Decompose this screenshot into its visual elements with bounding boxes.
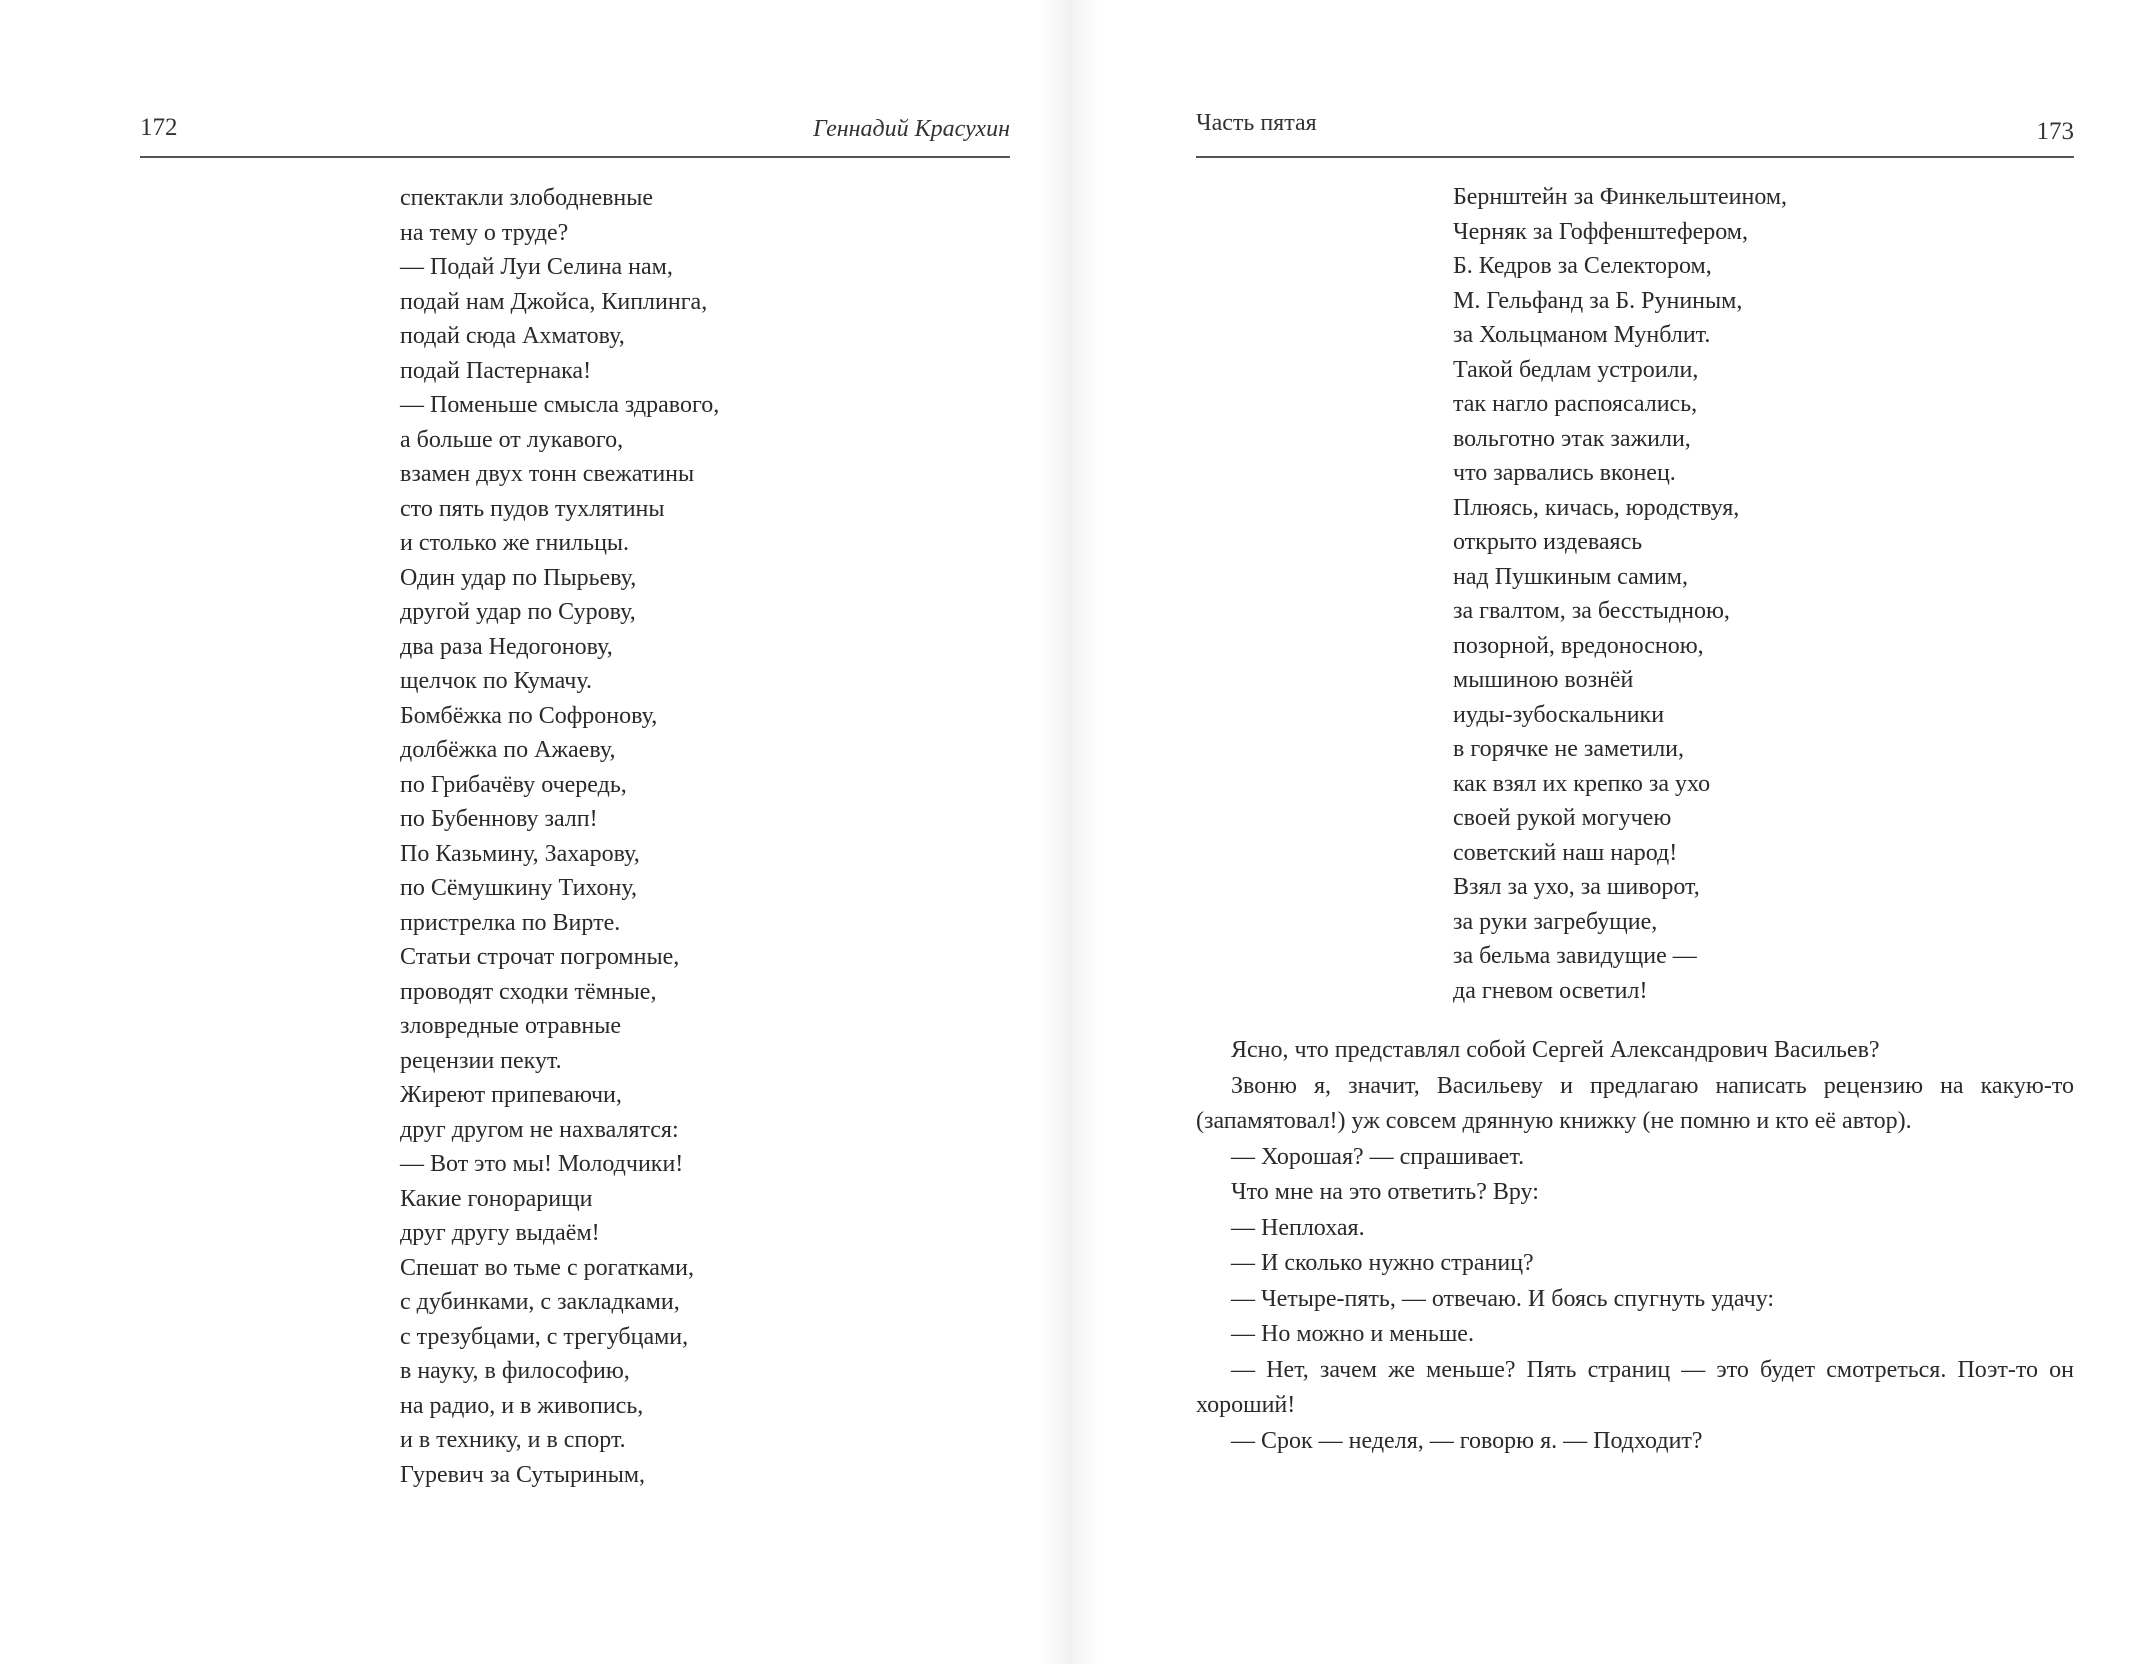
poem-line: Какие гонорарищи [400,1185,593,1212]
poem-line: — Подай Луи Селина нам, [400,254,673,280]
poem-line: По Казьмину, Захарову, [400,840,640,867]
prose-paragraph: — Хорошая? — спрашивает. [1231,1143,1525,1170]
poem-line: — Поменьше смысла здравого, [400,392,720,418]
prose-paragraph: — Но можно и меньше. [1231,1321,1474,1347]
poem-line: так нагло распоясались, [1453,391,1698,417]
poem-line: Бернштейн за Финкельштеином, [1453,184,1788,210]
poem-line: Черняк за Гоффенштефером, [1453,218,1748,245]
poem-line: а больше от лукавого, [400,426,624,453]
poem-line: Такой бедлам устроили, [1453,356,1699,383]
poem-line: Бомбёжка по Софронову, [400,702,658,729]
poem-line: подай Пастернака! [400,357,592,384]
poem-line: иуды-зубоскальники [1453,701,1665,728]
left-page-number: 172 [140,114,178,141]
prose-paragraph: Звоню я, значит, Васильеву и предлагаю написать рецензию на какую-то (запамятовал!) уж совсем дрянную книжку (не помню и кто её автор). [1196,1072,2074,1134]
poem-line: за бельма завидущие — [1453,943,1697,969]
poem-line: сто пять пудов тухлятины [400,495,665,522]
poem-line: над Пушкиным самим, [1453,563,1688,590]
poem-line: и столько же гнильцы. [400,530,630,556]
poem-line: спектакли злободневные [400,185,654,211]
poem-line: по Грибачёву очередь, [400,771,627,798]
poem-line: открыто издеваясь [1453,529,1643,555]
poem-line: своей рукой могучею [1453,805,1672,831]
poem-line: вольготно этак зажили, [1453,425,1691,452]
poem-line: Гуревич за Сутыриным, [400,1461,646,1488]
prose-paragraph: Ясно, что представлял собой Сергей Александрович Васильев? [1231,1037,1880,1063]
poem-line: щелчок по Кумачу. [400,668,592,694]
prose-paragraph: — И сколько нужно страниц? [1231,1250,1534,1276]
poem-line: другой удар по Сурову, [400,599,636,625]
poem-line: что зарвались вконец. [1453,460,1676,486]
poem-line: советский наш народ! [1453,839,1678,866]
poem-line: два раза Недогонову, [400,633,613,660]
poem-line: Один удар по Пырьеву, [400,564,637,591]
poem-line: проводят сходки тёмные, [400,978,657,1005]
right-page-header [1196,110,2074,158]
poem-line: взамен двух тонн свежатины [400,461,695,487]
prose-paragraph: — Четыре-пять, — отвечаю. И боясь спугнуть удачу: [1231,1285,1775,1312]
poem-line: долбёжка по Ажаеву, [400,737,616,763]
right-page-number: 173 [2036,118,2074,145]
left-poem [400,181,719,1492]
poem-line: зловредные отравные [400,1013,622,1039]
poem-line: рецензии пекут. [400,1047,562,1074]
poem-line: Взял за ухо, за шиворот, [1453,874,1700,900]
poem-line: М. Гельфанд за Б. Руниным, [1453,287,1743,314]
poem-line: Плюясь, кичась, юродствуя, [1453,494,1740,521]
left-running-head: Геннадий Красухин [813,116,1010,142]
poem-line: Жиреют припеваючи, [400,1082,622,1108]
right-prose [1196,1033,2074,1459]
poem-line: мышиною вознёй [1453,667,1634,693]
poem-line: да гневом осветил! [1453,977,1648,1004]
prose-paragraph: — Нет, зачем же меньше? Пять страниц — это будет смотреться. Поэт-то он хороший! [1196,1356,2074,1418]
poem-line: как взял их крепко за ухо [1453,770,1711,797]
poem-line: на тему о труде? [400,219,569,246]
poem-line: на радио, и в живопись, [400,1392,644,1419]
right-running-head: Часть пятая [1196,110,1317,136]
prose-paragraph: — Неплохая. [1231,1214,1365,1241]
poem-line: подай сюда Ахматову, [400,323,625,349]
poem-line: по Бубеннову залп! [400,806,598,832]
poem-line: за руки загребущие, [1453,908,1658,935]
poem-line: по Сёмушкину Тихону, [400,875,637,901]
poem-line: пристрелка по Вирте. [400,909,621,936]
poem-line: позорной, вредоносною, [1453,632,1704,659]
poem-line: в горячке не заметили, [1453,736,1685,762]
prose-paragraph: — Срок — неделя, — говорю я. — Подходит? [1231,1427,1703,1454]
poem-line: за гвалтом, за бесстыдною, [1453,598,1730,624]
prose-paragraph: Что мне на это ответить? Вру: [1231,1179,1539,1205]
poem-line: в науку, в философию, [400,1358,630,1384]
poem-line: за Хольцманом Мунблит. [1453,322,1711,348]
poem-line: Спешат во тьме с рогатками, [400,1254,694,1281]
poem-line: подай нам Джойса, Киплинга, [400,288,708,315]
left-page-header [140,110,1010,158]
poem-line: — Вот это мы! Молодчики! [400,1151,684,1177]
poem-line: друг другом не нахвалятся: [400,1116,679,1143]
poem-line: Статьи строчат погромные, [400,944,680,970]
poem-line: Б. Кедров за Селектором, [1453,253,1712,279]
poem-line: друг другу выдаём! [400,1220,600,1246]
poem-line: с дубинками, с закладками, [400,1289,680,1315]
poem-line: с трезубцами, с трегубцами, [400,1323,689,1350]
right-poem [1453,180,1787,1008]
poem-line: и в технику, и в спорт. [400,1427,626,1453]
